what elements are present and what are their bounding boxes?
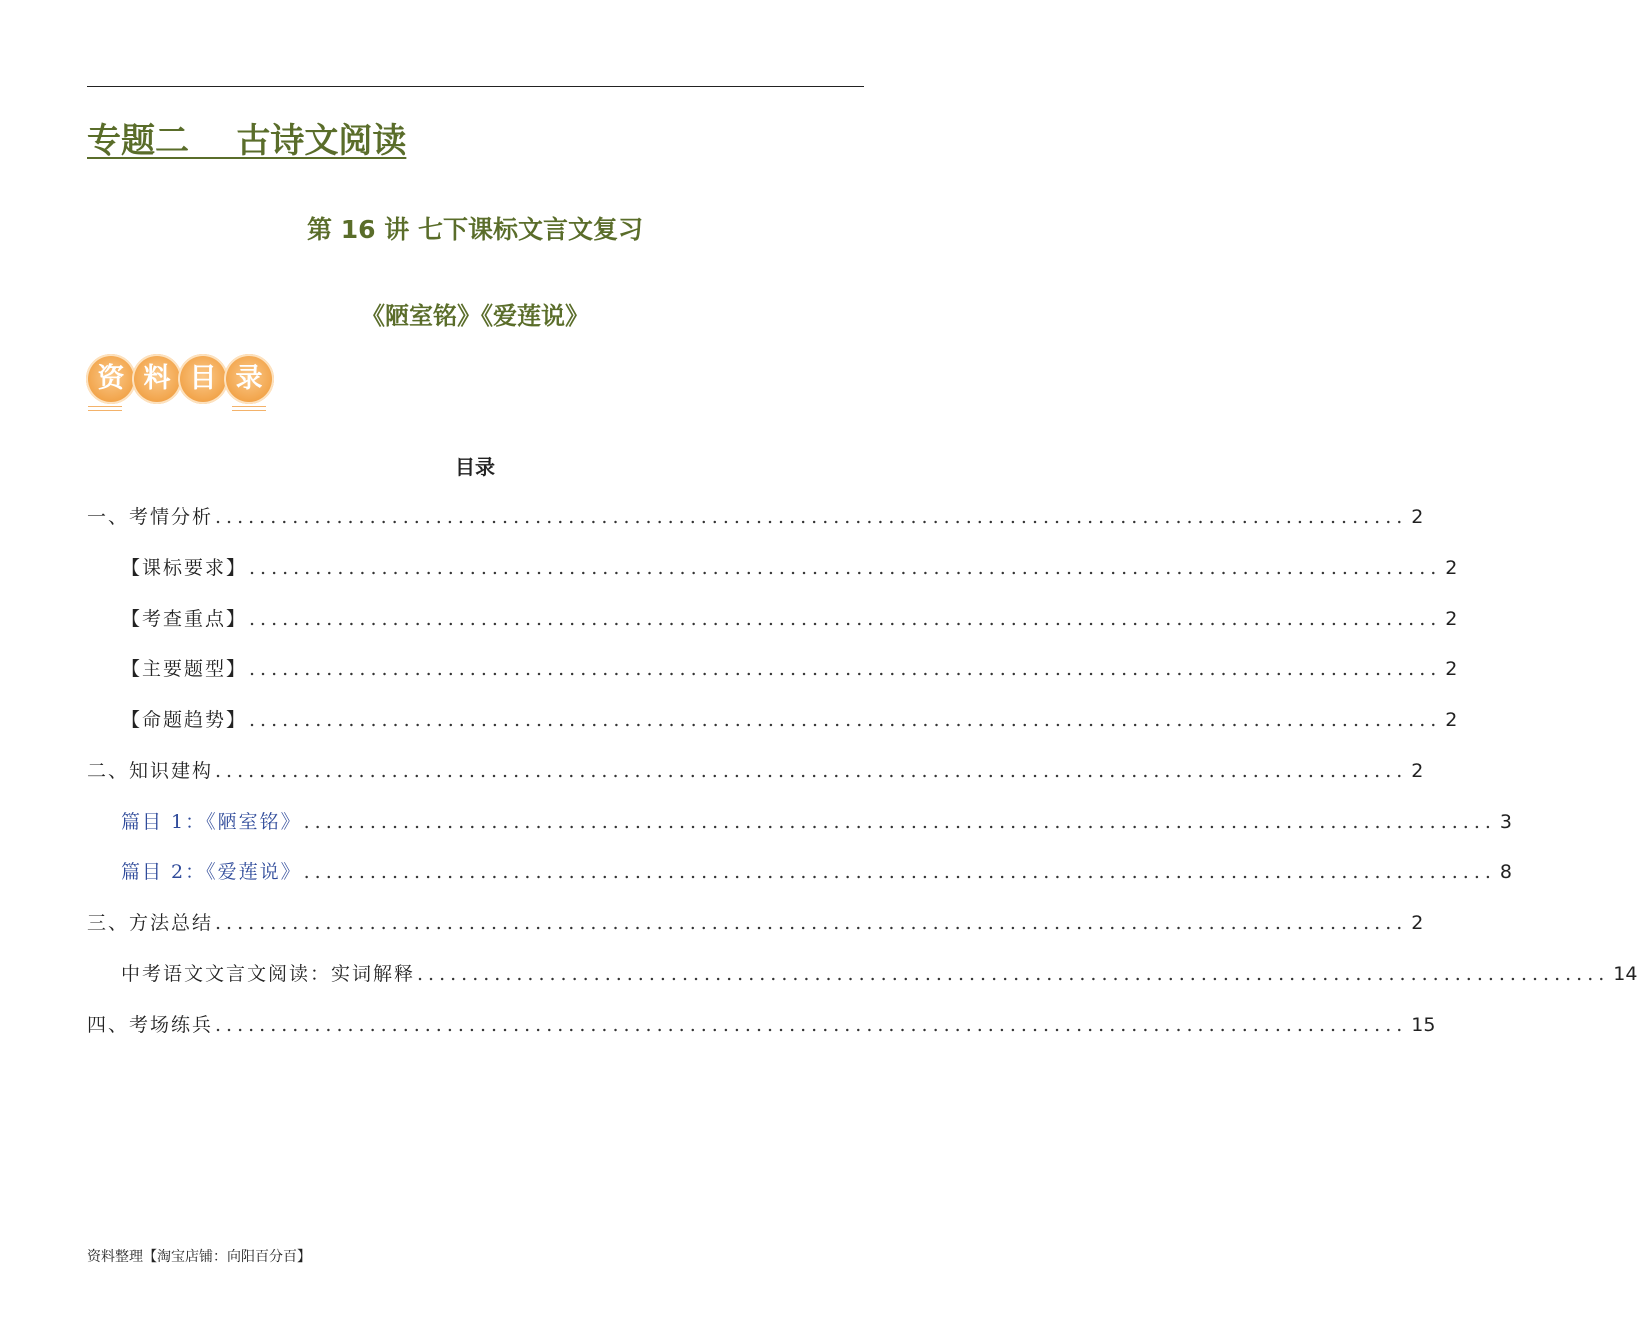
toc-entry-trends[interactable] — [121, 703, 1458, 737]
toc-leader-dots: ............................................................................................................ — [303, 811, 1496, 833]
toc-entry-label: 一、考情分析 — [87, 506, 214, 528]
badge-char: 资 — [86, 354, 136, 404]
badge-char: 料 — [132, 354, 182, 404]
toc-entry-label: 【主要题型】 — [121, 658, 248, 680]
lecture-title: 第 16 讲 七下课标文言文复习 — [307, 215, 643, 244]
toc-entry-methods[interactable] — [87, 906, 1424, 940]
badge-char: 录 — [224, 354, 274, 404]
toc-entry-word-explanation[interactable] — [121, 957, 1637, 991]
page-footer: 资料整理【淘宝店铺：向阳百分百】 — [87, 1249, 311, 1265]
toc-entry-label: 三、方法总结 — [87, 912, 214, 934]
toc-leader-dots: ............................................................................................................ — [249, 709, 1442, 731]
toc-leader-dots: ............................................................................................................ — [303, 861, 1496, 883]
badge-decoration-lines — [88, 406, 122, 416]
toc-entry-label: 四、考场练兵 — [87, 1014, 214, 1036]
toc-entry-page: 2 — [1445, 557, 1458, 579]
toc-entry-page: 14 — [1613, 963, 1637, 985]
materials-contents-badge — [86, 354, 286, 418]
toc-leader-dots: ............................................................................................................ — [215, 506, 1408, 528]
toc-entry-page: 2 — [1445, 658, 1458, 680]
toc-entry-text-1[interactable] — [121, 805, 1513, 839]
toc-entry-page: 3 — [1499, 811, 1513, 833]
toc-entry-label: 篇目 1：《陋室铭》 — [121, 811, 302, 833]
toc-entry-label: 【课标要求】 — [121, 557, 248, 579]
toc-heading: 目录 — [455, 455, 495, 479]
toc-entry-knowledge[interactable] — [87, 754, 1424, 788]
toc-entry-page: 2 — [1411, 506, 1424, 528]
toc-entry-label: 【命题趋势】 — [121, 709, 248, 731]
toc-leader-dots: ............................................................................................................ — [215, 1014, 1408, 1036]
toc-entry-page: 15 — [1411, 1014, 1436, 1036]
badge-char: 目 — [178, 354, 228, 404]
toc-entry-key-points[interactable] — [121, 602, 1458, 636]
toc-entry-practice[interactable] — [87, 1008, 1436, 1042]
toc-entry-page: 2 — [1445, 709, 1458, 731]
section-title: 专题二 古诗文阅读 — [87, 121, 407, 161]
toc-entry-question-types[interactable] — [121, 652, 1458, 686]
toc-entry-label: 中考语文文言文阅读：实词解释 — [121, 963, 416, 985]
toc-entry-page: 2 — [1411, 760, 1424, 782]
toc-leader-dots: ............................................................................................................ — [215, 760, 1408, 782]
texts-title: 《陋室铭》《爱莲说》 — [361, 301, 589, 330]
toc-leader-dots: ............................................................................................................ — [417, 963, 1610, 985]
toc-entry-page: 2 — [1445, 608, 1458, 630]
toc-leader-dots: ............................................................................................................ — [249, 557, 1442, 579]
toc-entry-label: 【考查重点】 — [121, 608, 248, 630]
toc-entry-page: 2 — [1411, 912, 1424, 934]
badge-decoration-lines — [232, 406, 266, 416]
header-rule — [87, 86, 864, 87]
toc-entry-label: 二、知识建构 — [87, 760, 214, 782]
toc-entry-standard-requirements[interactable] — [121, 551, 1458, 585]
toc-entry-analysis[interactable] — [87, 500, 1424, 534]
toc-leader-dots: ............................................................................................................ — [249, 608, 1442, 630]
toc-entry-page: 8 — [1499, 861, 1513, 883]
toc-entry-text-2[interactable] — [121, 855, 1513, 889]
toc-entry-label: 篇目 2：《爱莲说》 — [121, 861, 302, 883]
toc-leader-dots: ............................................................................................................ — [215, 912, 1408, 934]
toc-leader-dots: ............................................................................................................ — [249, 658, 1442, 680]
